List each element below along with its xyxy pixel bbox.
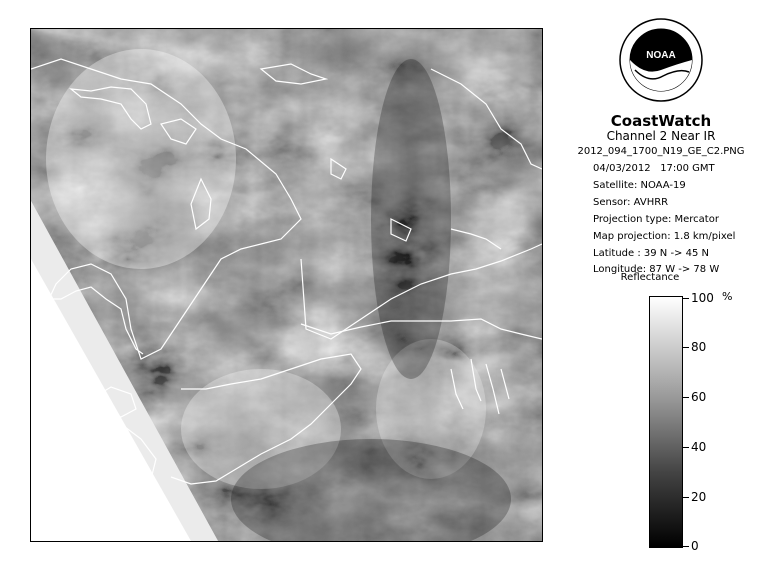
date-time (593, 163, 715, 174)
colorbar-unit: % (722, 290, 733, 303)
brand-title: CoastWatch (610, 112, 712, 130)
meta-projection-type: Projection type: Mercator (593, 214, 719, 225)
meta-latitude: Latitude : 39 N -> 45 N (593, 248, 709, 259)
colorbar-tick-label: 100 (691, 291, 714, 305)
meta-satellite: Satellite: NOAA-19 (593, 180, 686, 191)
colorbar-tick (683, 298, 689, 299)
meta-sensor: Sensor: AVHRR (593, 197, 669, 208)
logo-text: NOAA (646, 50, 676, 61)
colorbar-tick (683, 397, 689, 398)
map-image (31, 29, 542, 541)
colorbar-title: Reflectance (620, 272, 680, 283)
date-value: 04/03/2012 (593, 163, 651, 174)
colorbar-tick (683, 497, 689, 498)
satellite-map (30, 28, 543, 542)
channel-label: Channel 2 Near IR (606, 129, 716, 143)
colorbar-tick-label: 60 (691, 390, 707, 404)
file-name: 2012_094_1700_N19_GE_C2.PNG (577, 146, 745, 157)
colorbar-tick-label: 40 (691, 440, 707, 454)
colorbar-tick-label: 0 (691, 539, 699, 553)
colorbar-tick-label: 80 (691, 340, 707, 354)
meta-map-projection: Map projection: 1.8 km/pixel (593, 231, 736, 242)
reflectance-colorbar (649, 296, 683, 548)
colorbar-tick (683, 347, 689, 348)
colorbar-tick (683, 546, 689, 547)
time-value: 17:00 GMT (660, 163, 715, 174)
colorbar-tick (683, 447, 689, 448)
noaa-logo-icon (619, 18, 703, 102)
colorbar-tick-label: 20 (691, 490, 707, 504)
dark-clear-band (371, 59, 451, 379)
meta-longitude: Longitude: 87 W -> 78 W (593, 264, 720, 275)
